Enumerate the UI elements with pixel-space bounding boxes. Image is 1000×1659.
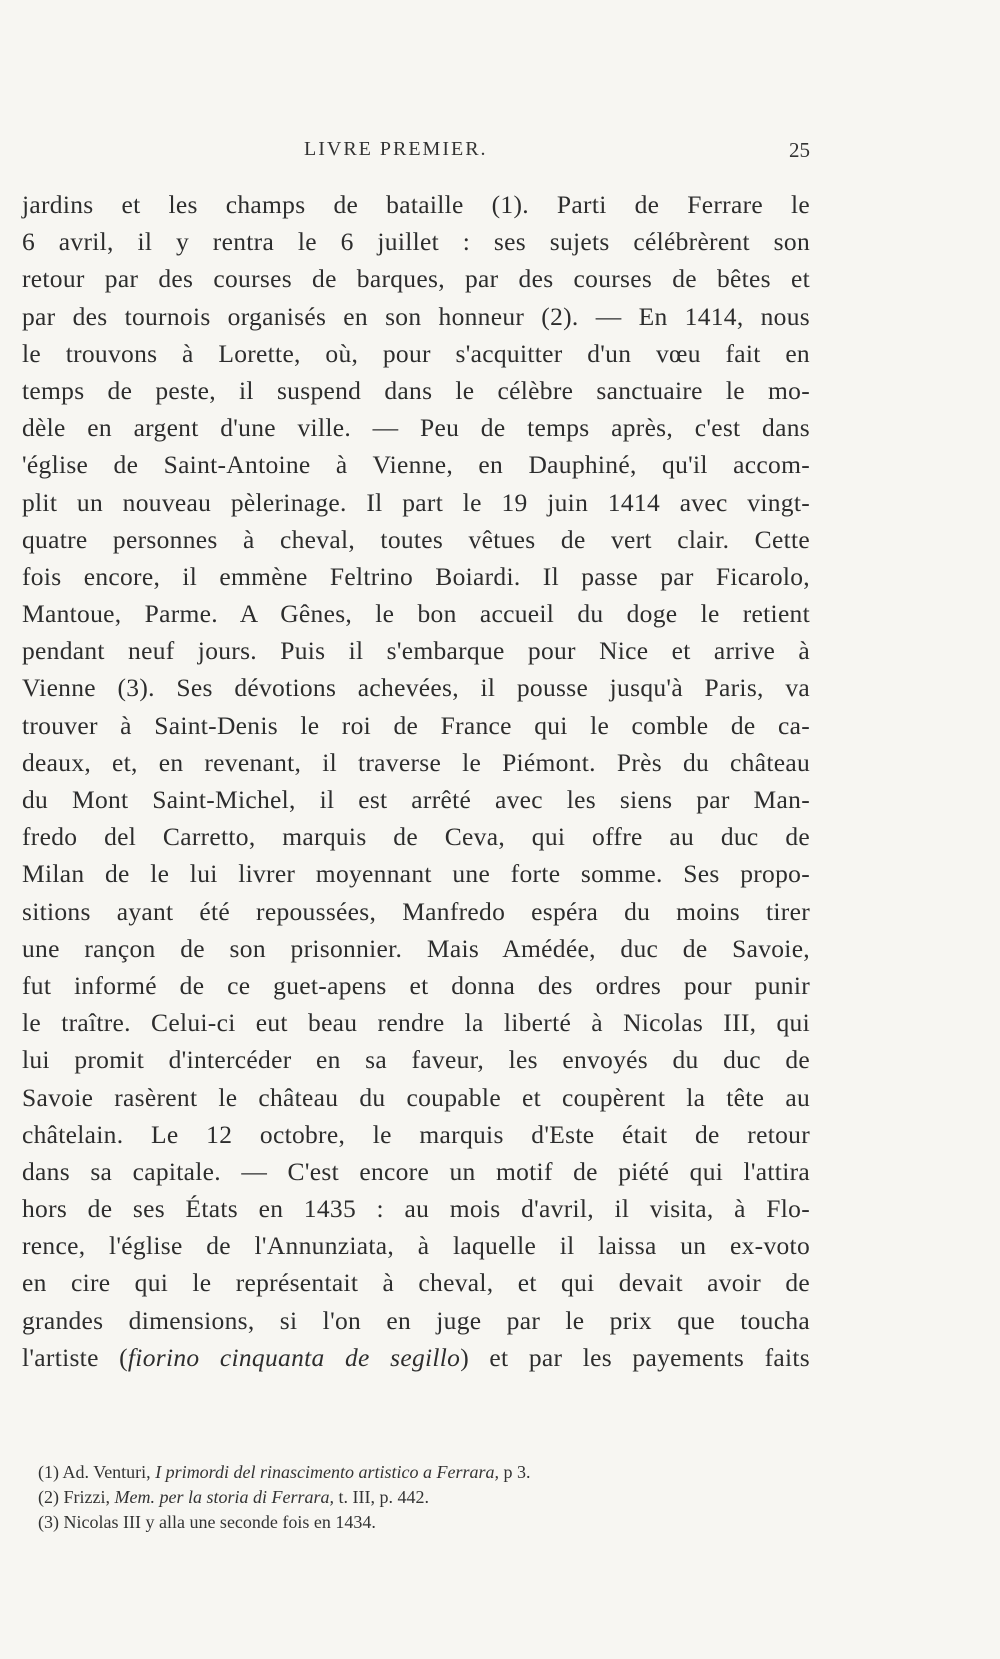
text-line: en cire qui le représentait à cheval, et qui devait avoir de [22, 1268, 810, 1298]
text-line: Savoie rasèrent le château du coupable et coupèrent la tête au [22, 1082, 810, 1112]
footnote-mark: (1) [38, 1462, 59, 1482]
last-line-before: l'artiste ( [22, 1342, 128, 1372]
text-line: fredo del Carretto, marquis de Ceva, qui offre au duc de [22, 822, 810, 852]
text-line: trouver à Saint-Denis le roi de France qui le comble de ca- [22, 710, 810, 740]
text-line: dans sa capitale. — C'est encore un motif de piété qui l'attira [22, 1156, 810, 1186]
text-line: fois encore, il emmène Feltrino Boiardi. Il passe par Ficarolo, [22, 561, 810, 591]
text-line: temps de peste, il suspend dans le célèbre sanctuaire le mo- [22, 375, 810, 405]
last-line-after: ) et par les payements faits [460, 1342, 810, 1372]
page-number: 25 [789, 138, 810, 162]
footnote-1 [38, 1460, 798, 1485]
text-line: une rançon de son prisonnier. Mais Amédée, duc de Savoie, [22, 933, 810, 963]
running-head: LIVRE PREMIER. [304, 138, 488, 160]
text-line: Milan de le lui livrer moyennant une forte somme. Ses propo- [22, 859, 810, 889]
footnote-author: Frizzi, [63, 1487, 110, 1507]
text-line: jardins et les champs de bataille (1). Parti de Ferrare le [22, 190, 810, 219]
text-line: quatre personnes à cheval, toutes vêtues de vert clair. Cette [22, 524, 810, 554]
last-line-italic: fiorino cinquanta de segillo [127, 1342, 461, 1372]
text-line: châtelain. Le 12 octobre, le marquis d'Este était de retour [22, 1119, 810, 1149]
text-line: fut informé de ce guet-apens et donna des ordres pour punir [22, 970, 810, 1000]
page-header [22, 138, 810, 168]
footnote-title: I primordi del rinascimento artistico a Ferrara, [155, 1462, 500, 1482]
body-text [22, 186, 810, 1376]
text-line: Mantoue, Parme. A Gênes, le bon accueil du doge le retient [22, 599, 810, 629]
text-line: pendant neuf jours. Puis il s'embarque pour Nice et arrive à [22, 636, 810, 666]
footnotes [38, 1460, 798, 1535]
text-line: grandes dimensions, si l'on en juge par le prix que toucha [22, 1305, 810, 1335]
text-line: par des tournois organisés en son honneur (2). — En 1414, nous [22, 301, 810, 331]
footnote-mark: (3) [38, 1512, 59, 1532]
footnote-mark: (2) [38, 1487, 59, 1507]
footnote-rest: Nicolas III y alla une seconde fois en 1434. [63, 1512, 376, 1532]
text-line: deaux, et, en revenant, il traverse le Piémont. Près du château [22, 747, 810, 777]
text-line: plit un nouveau pèlerinage. Il part le 19 juin 1414 avec vingt- [22, 487, 810, 517]
text-line-last [22, 1339, 810, 1376]
footnote-rest: t. III, p. 442. [338, 1487, 429, 1507]
text-line: hors de ses États en 1435 : au mois d'avril, il visita, à Flo- [22, 1194, 810, 1224]
text-line: Vienne (3). Ses dévotions achevées, il pousse jusqu'à Paris, va [22, 673, 810, 703]
text-line: dèle en argent d'une ville. — Peu de temps après, c'est dans [22, 413, 810, 443]
footnote-rest: p 3. [503, 1462, 531, 1482]
text-line: lui promit d'intercéder en sa faveur, les envoyés du duc de [22, 1045, 810, 1075]
text-line: rence, l'église de l'Annunziata, à laquelle il laissa un ex-voto [22, 1231, 810, 1261]
text-line: sitions ayant été repoussées, Manfredo espéra du moins tirer [22, 896, 810, 926]
text-line: du Mont Saint-Michel, il est arrêté avec les siens par Man- [22, 785, 810, 814]
text-line: 6 avril, il y rentra le 6 juillet : ses sujets célébrèrent son [22, 227, 810, 257]
text-line: le traître. Celui-ci eut beau rendre la liberté à Nicolas III, qui [22, 1008, 810, 1038]
text-line: retour par des courses de barques, par des courses de bêtes et [22, 264, 810, 294]
footnote-2 [38, 1485, 798, 1510]
text-line: 'église de Saint-Antoine à Vienne, en Dauphiné, qu'il accom- [22, 450, 810, 480]
footnote-author: Ad. Venturi, [62, 1462, 151, 1482]
footnote-3 [38, 1510, 798, 1535]
footnote-title: Mem. per la storia di Ferrara, [114, 1487, 334, 1507]
text-line: le trouvons à Lorette, où, pour s'acquitter d'un vœu fait en [22, 338, 810, 368]
